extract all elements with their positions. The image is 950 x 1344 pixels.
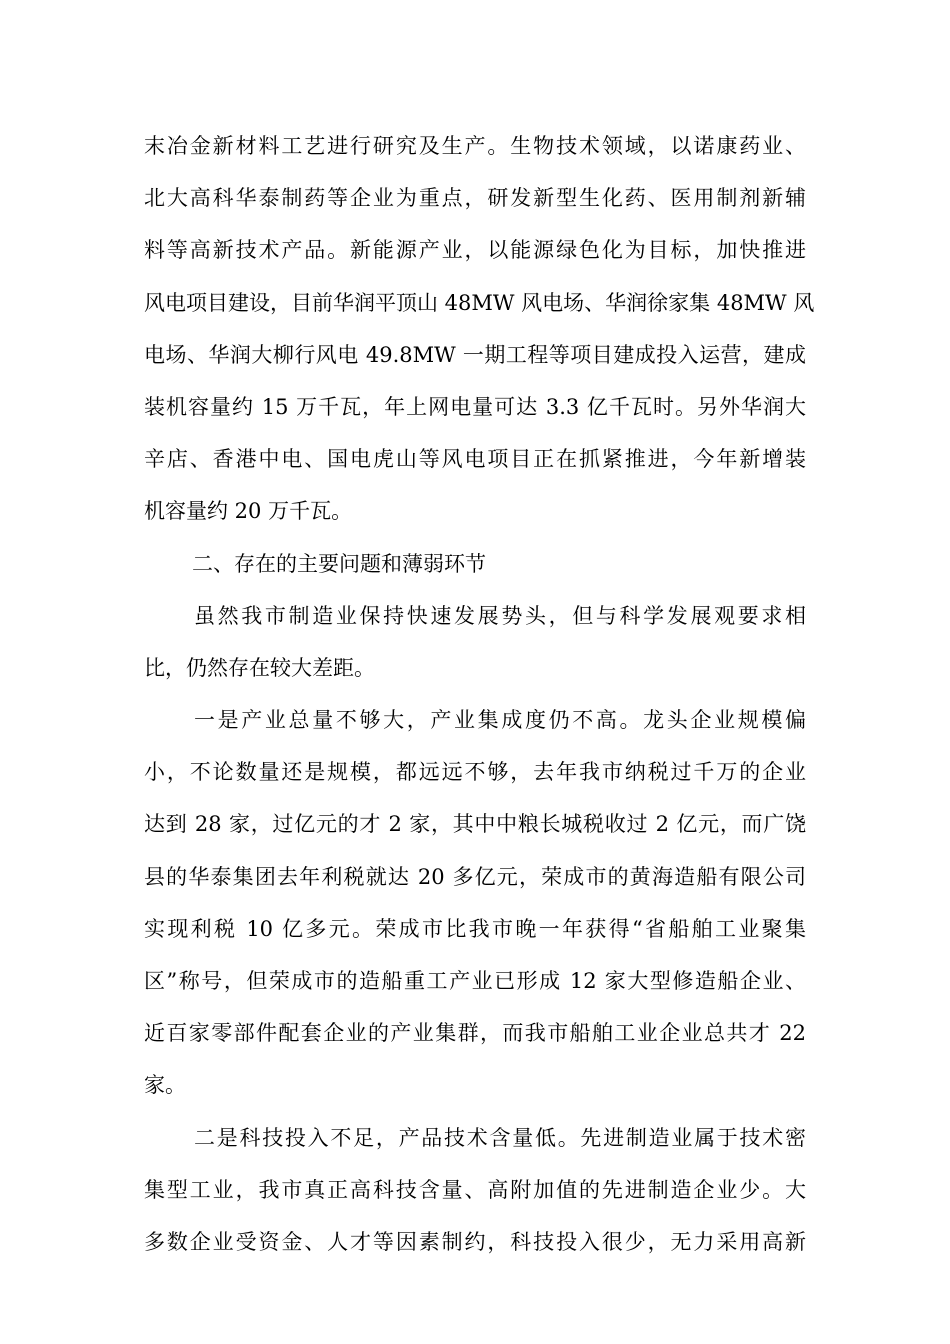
text-line: 比，仍然存在较大差距。: [144, 655, 375, 680]
text-line: 料等高新技术产品。新能源产业，以能源绿色化为目标，加快推进: [144, 238, 806, 263]
text-line: 风电项目建设，目前华润平顶山 48MW 风电场、华润徐家集 48MW 风: [144, 290, 815, 315]
text-line: 机容量约 20 万千瓦。: [144, 499, 353, 524]
text-line: 多数企业受资金、人才等因素制约，科技投入很少，无力采用高新: [144, 1229, 806, 1254]
text-line: 达到 28 家，过亿元的才 2 家，其中中粮长城税收过 2 亿元，而广饶: [144, 812, 806, 837]
paragraph-tech-investment: [144, 1122, 806, 1279]
text-line: 近百家零部件配套企业的产业集群，而我市船舶工业企业总共才 22: [144, 1021, 806, 1046]
text-line: 装机容量约 15 万千瓦，年上网电量可达 3.3 亿千瓦时。另外华润大: [144, 394, 806, 419]
text-line: 家。: [144, 1073, 186, 1098]
text-line: 末冶金新材料工艺进行研究及生产。生物技术领域，以诺康药业、: [144, 134, 806, 158]
text-line: 虽然我市制造业保持快速发展势头，但与科学发展观要求相: [194, 603, 806, 628]
text-line: 辛店、香港中电、国电虎山等风电项目正在抓紧推进，今年新增装: [144, 447, 806, 472]
paragraph-gap-summary: [144, 600, 806, 704]
text-line: 区”称号，但荣成市的造船重工产业已形成 12 家大型修造船企业、: [144, 969, 806, 993]
text-line: 电场、华润大柳行风电 49.8MW 一期工程等项目建成投入运营，建成: [144, 342, 806, 367]
text-line: 实现利税 10 亿多元。荣成市比我市晚一年获得“省船舶工业聚集: [144, 916, 806, 941]
text-line: 县的华泰集团去年利税就达 20 多亿元，荣成市的黄海造船有限公司: [144, 864, 806, 889]
text-line: 一是产业总量不够大，产业集成度仍不高。龙头企业规模偏: [194, 708, 806, 733]
text-line: 北大高科华泰制药等企业为重点，研发新型生化药、医用制剂新辅: [144, 186, 806, 211]
body-text: [144, 130, 815, 1278]
section-heading: 二、存在的主要问题和薄弱环节: [192, 551, 486, 576]
text-line: 小，不论数量还是规模，都远远不够，去年我市纳税过千万的企业: [144, 760, 806, 785]
paragraph-new-industries: [144, 130, 815, 548]
paragraph-industry-scale: [144, 704, 806, 1122]
text-line: 二是科技投入不足，产品技术含量低。先进制造业属于技术密: [194, 1125, 806, 1150]
text-line: 集型工业，我市真正高科技含量、高附加值的先进制造企业少。大: [144, 1177, 806, 1202]
section-heading-problems: [144, 548, 806, 600]
